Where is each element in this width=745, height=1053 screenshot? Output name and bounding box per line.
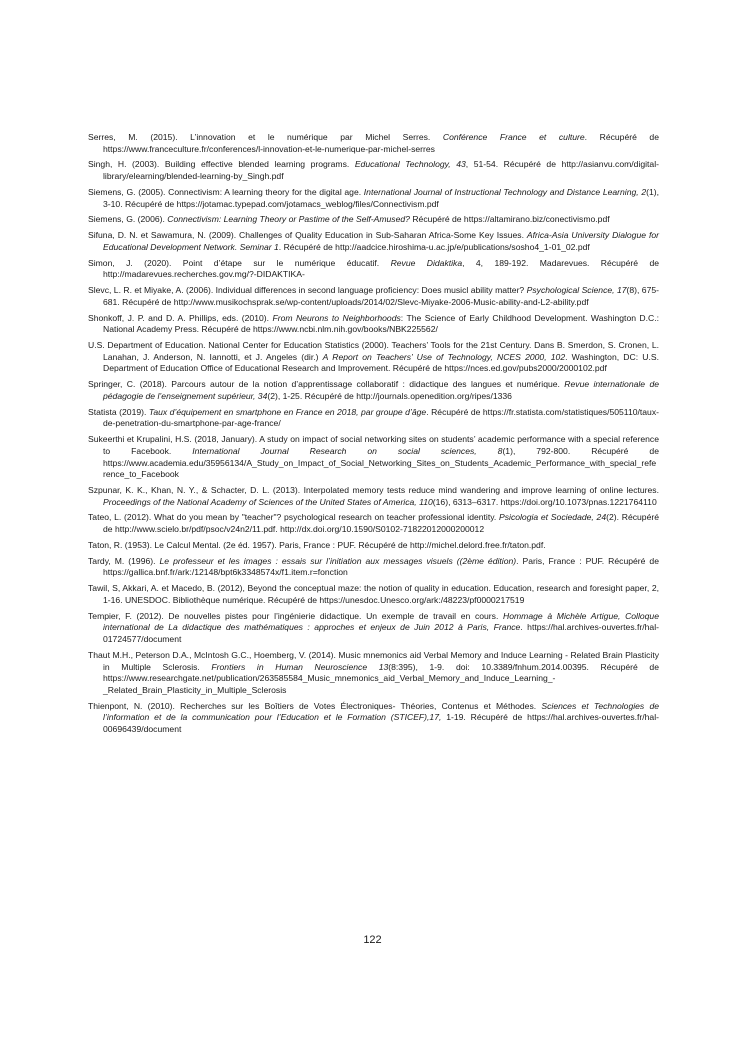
reference-list: [88, 132, 659, 740]
reference-entry: Statista (2019). Taux d’équipement en smartphone en France en 2018, par groupe d’âge. Récupéré de https://fr.statista.com/statistiques/505110/taux-de-penetration-du-smartphone-par-age-france/: [88, 406, 659, 429]
reference-entry: Siemens, G. (2005). Connectivism: A learning theory for the digital age. International Journal of Instructional Technology and Distance Learning, 2(1), 3-10. Récupéré de https://jotamac.typepad.com/jotamacs_weblog/files/Connectivism.pdf: [88, 186, 659, 209]
reference-entry: Thaut M.H., Peterson D.A., McIntosh G.C., Hoemberg, V. (2014). Music mnemonics aid Verbal Memory and Induce Learning - Related Brain Plasticity in Multiple Sclerosis. Frontiers in Human Neuroscience 13(8:395), 1-9. doi: 10.3389/fnhum.2014.00395. Récupéré de https://www.researchgate.net/publication/263585584_Music_mnemonics_aid_Verbal_Memory_and_Induce_Learning_-_Related_Brain_Plasticity_in_Multiple_Sclerosis: [88, 649, 659, 695]
reference-entry: Serres, M. (2015). L’innovation et le numérique par Michel Serres. Conférence France et culture. Récupéré de https://www.franceculture.fr/conferences/l-innovation-et-le-numerique-par-michel-serres: [88, 132, 659, 154]
reference-entry: Sukeerthi et Krupalini, H.S. (2018, January). A study on impact of social networking sites on students’ academic performance with a special reference to Facebook. International Journal Research on social sciences, 8(1), 792-800. Récupéré de https://www.academia.edu/35956134/A_Study_on_Impact_of_Social_Networking_Sites_on_Students_Academic_Performance_with_special_reference_to_Facebook: [88, 434, 659, 480]
reference-entry: Tempier, F. (2012). De nouvelles pistes pour l’ingénierie didactique. Un exemple de travail en cours. Hommage à Michèle Artigue, Colloque international de La didactique des mathématiques : approches et enjeux de Juin 2012 à Paris, France. https://hal.archives-ouvertes.fr/hal-01724577/document: [88, 610, 659, 645]
reference-entry: Shonkoff, J. P. and D. A. Phillips, eds. (2010). From Neurons to Neighborhoods: The Science of Early Childhood Development. Washington D.C.: National Academy Press. Récupéré de https://www.ncbi.nlm.nih.gov/books/NBK225562/: [88, 312, 660, 335]
reference-entry: Tawil, S, Akkari, A. et Macedo, B. (2012), Beyond the conceptual maze: the notion of quality in education. Education, research and foresight paper, 2, 1-16. UNESDOC. Bibliothèque numérique. Récupéré de https://unesdoc.Unesco.org/ark:/48223/pf0000217519: [88, 583, 659, 605]
reference-entry: Sifuna, D. N. et Sawamura, N. (2009). Challenges of Quality Education in Sub-Saharan Africa-Some Key Issues. Africa-Asia University Dialogue for Educational Development Network. Seminar 1. Récupéré de http://aadcice.hiroshima-u.ac.jp/e/publications/sosho4_1-01_02.pdf: [88, 230, 659, 252]
reference-entry: Simon, J. (2020). Point d’étape sur le numérique éducatif. Revue Didaktika, 4, 189-192. Madarevues. Récupéré de http://madarevues.recherches.gov.mg/?-DIDAKTIKA-: [88, 257, 660, 280]
reference-entry: Slevc, L. R. et Miyake, A. (2006). Individual differences in second language proficiency: Does musicl ability matter? Psychological Science, 17(8), 675-681. Récupéré de http://www.musikochsprak.se/wp-content/uploads/2014/02/Slevc-Miyake-2006-Music-ability-and-L2-ability.pdf: [88, 285, 659, 307]
reference-entry: Thienpont, N. (2010). Recherches sur les Boîtiers de Votes Électroniques- Théories, Contenus et Méthodes. Sciences et Technologies de l’information et de la communication pour l’Education et le Formation (STICEF),17, 1-19. Récupéré de https://hal.archives-ouvertes.fr/hal-00696439/document: [88, 700, 660, 734]
page-number: 122: [363, 934, 382, 946]
reference-entry: Tateo, L. (2012). What do you mean by "teacher"? psychological research on teacher professional identity. Psicologia et Sociedade, 24(2). Récupéré de http://www.scielo.br/pdf/psoc/v24n2/11.pdf. http://dx.doi.org/10.1590/S0102-71822012000200012: [88, 512, 659, 535]
reference-entry: Siemens, G. (2006). Connectivism: Learning Theory or Pastime of the Self-Amused? Récupéré de https://altamirano.biz/conectivismo.pdf: [88, 214, 610, 225]
reference-entry: Singh, H. (2003). Building effective blended learning programs. Educational Technology, 43, 51-54. Récupéré de http://asianvu.com/digital-library/elearning/blended-learning-by_Singh.pdf: [88, 159, 659, 182]
reference-entry: Szpunar, K. K., Khan, N. Y., & Schacter, D. L. (2013). Interpolated memory tests reduce mind wandering and improve learning of online lectures. Proceedings of the National Academy of Sciences of the United States of America, 110(16), 6313–6317. https://doi.org/10.1073/pnas.1221764110: [88, 485, 659, 507]
reference-entry: Springer, C. (2018). Parcours autour de la notion d’apprentissage collaboratif : didactique des langues et numérique. Revue internationale de pédagogie de l’enseignement supérieur, 34(2), 1-25. Récupéré de http://journals.openedition.org/ripes/1336: [88, 379, 659, 401]
reference-entry: Taton, R. (1953). Le Calcul Mental. (2e éd. 1957). Paris, France : PUF. Récupéré de http://michel.delord.free.fr/taton.pdf.: [88, 539, 546, 550]
reference-entry: Tardy, M. (1996). Le professeur et les images : essais sur l’initiation aux messages visuels ((2ème édition). Paris, France : PUF. Récupéré de https://gallica.bnf.fr/ark:/12148/bpt6k3348574x/f1.item.r=fonction: [88, 555, 659, 578]
reference-entry: U.S. Department of Education. National Center for Education Statistics (2000). Teachers’ Tools for the 21st Century. Dans B. Smerdon, S. Cronen, L. Lanahan, J. Anderson, N. Iannotti, et J. Angeles (dir.) A Report on Teachers’ Use of Technology, NCES 2000, 102. Washington, DC: U.S. Department of Education Office of Educational Research and Improvement. Récupéré de https://nces.ed.gov/pubs2000/2000102.pdf: [88, 340, 660, 374]
